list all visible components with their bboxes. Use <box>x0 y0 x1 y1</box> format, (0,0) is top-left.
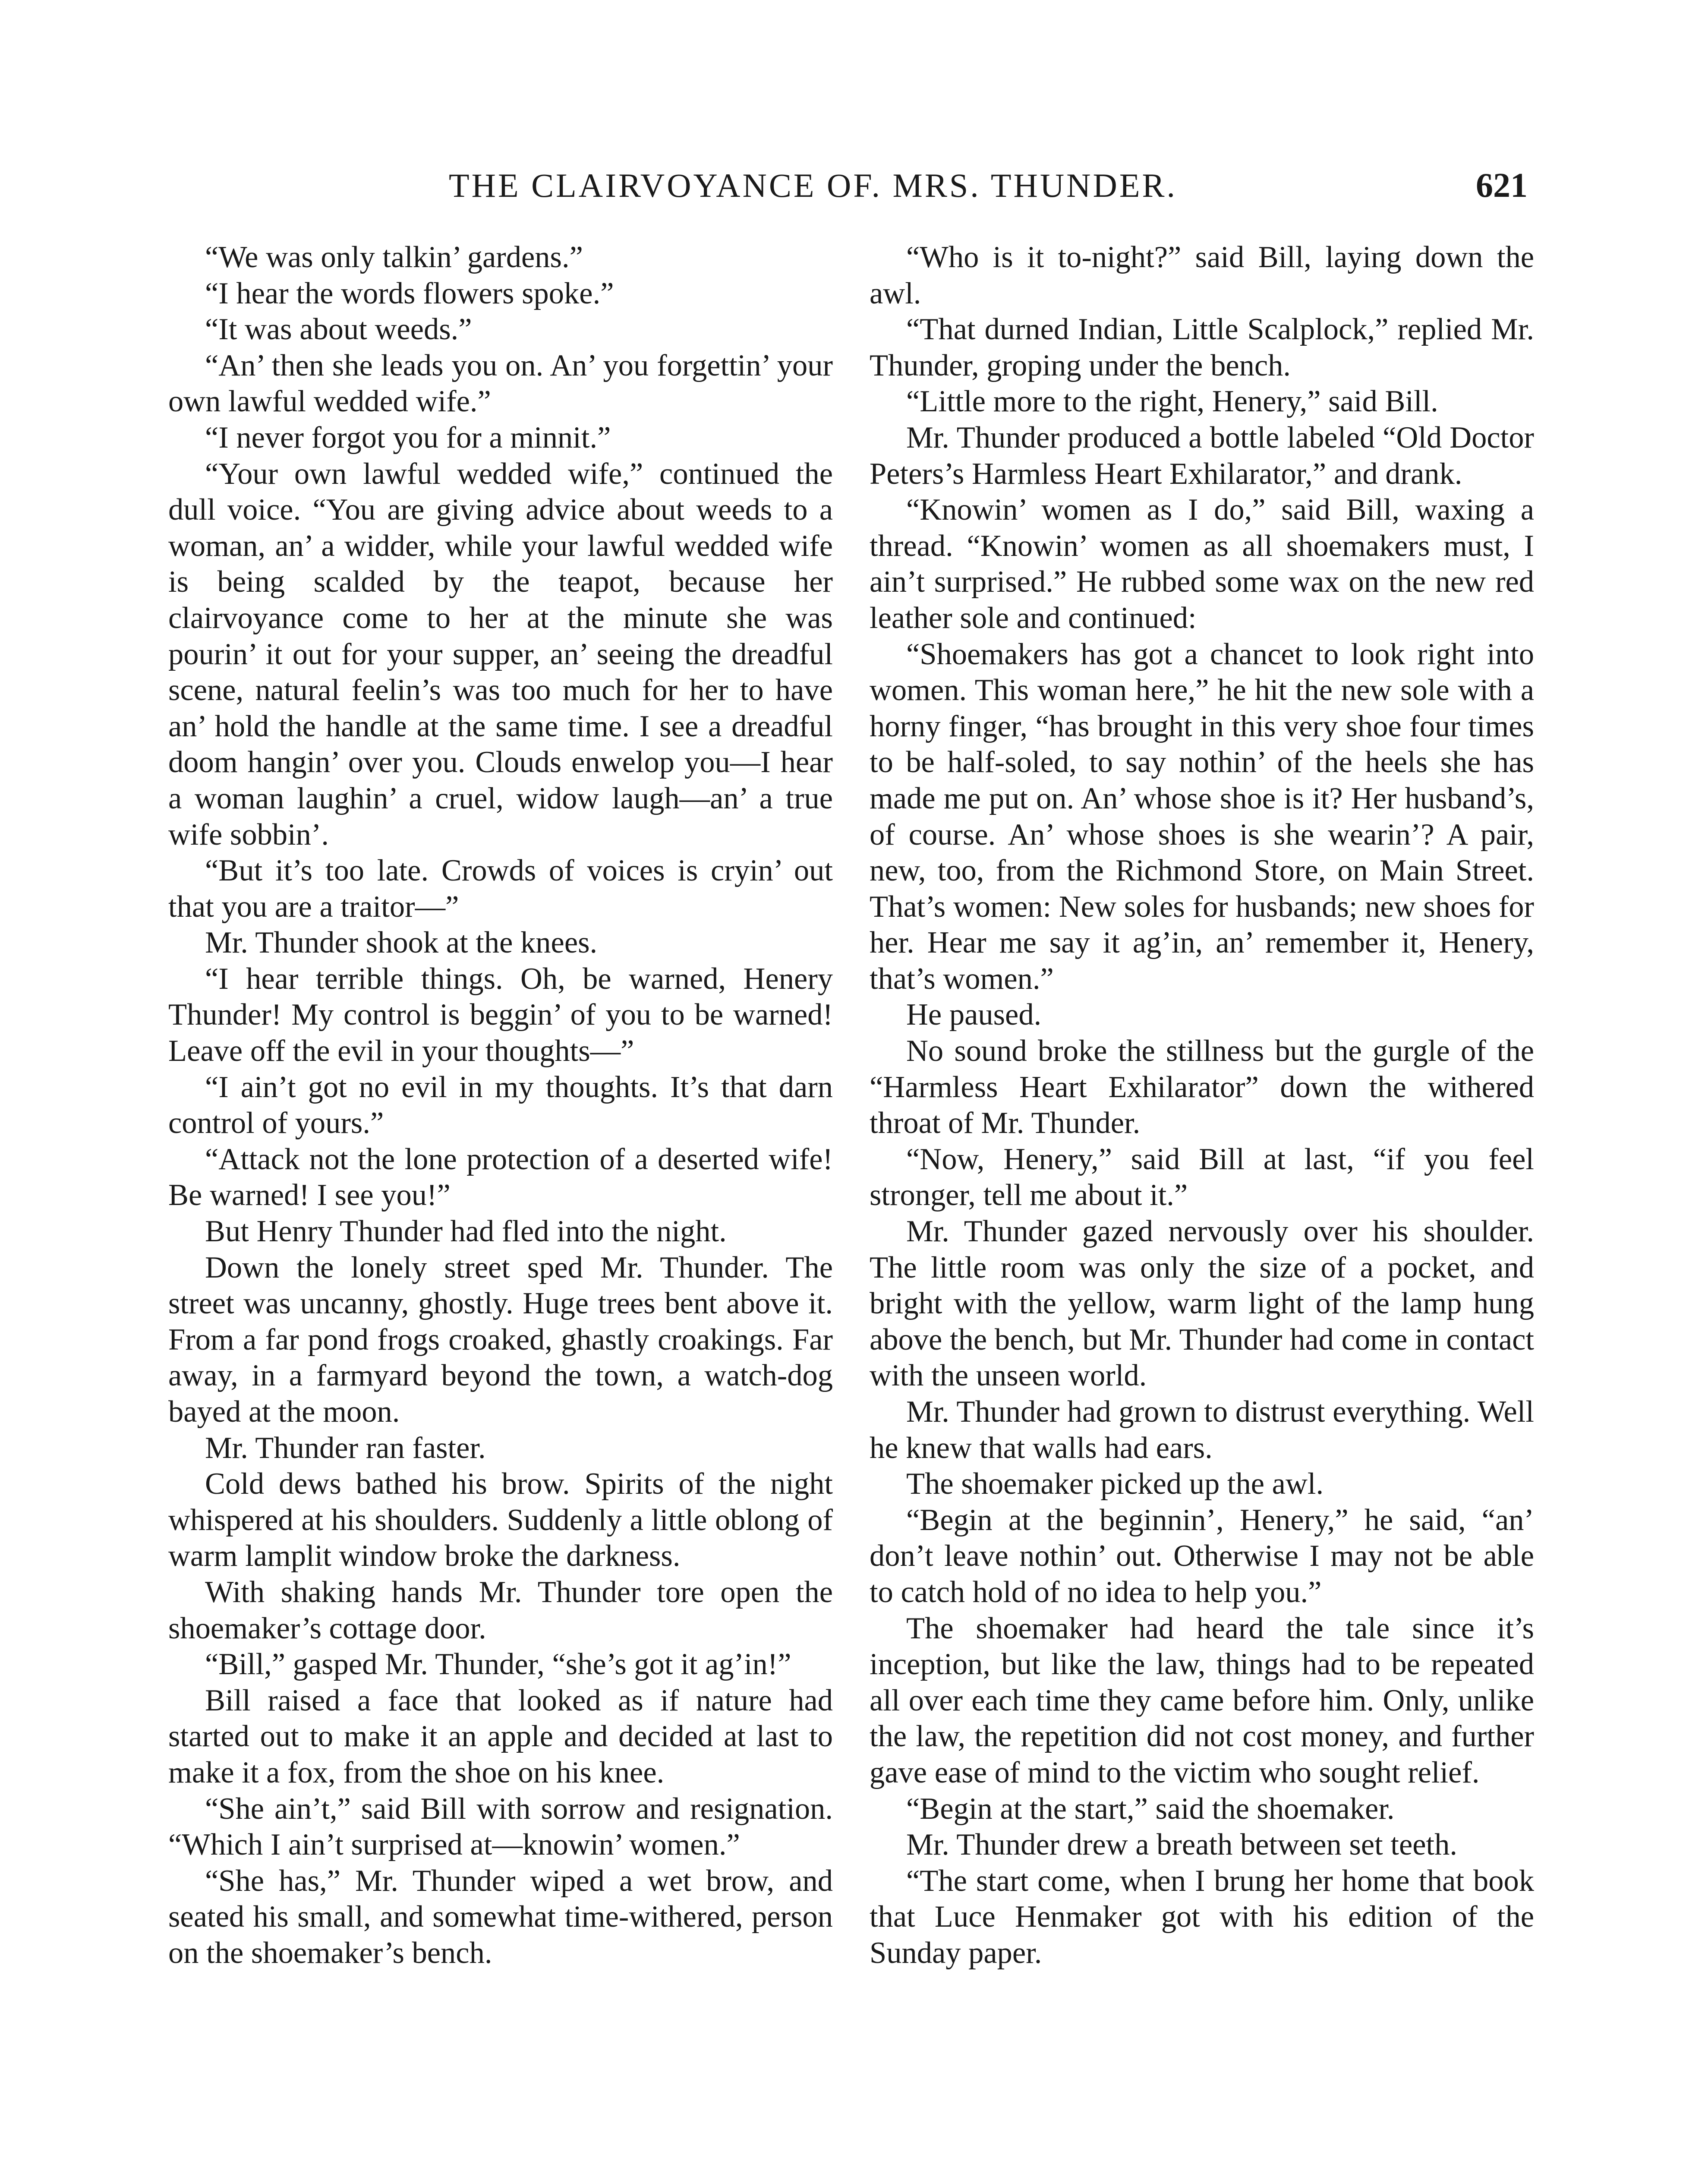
paragraph: “But it’s too late. Crowds of voices is cryin’ out that you are a traitor—” <box>168 854 833 924</box>
paragraph: “It was about weeds.” <box>205 312 472 347</box>
paragraph: “I ain’t got no evil in my thoughts. It’s that darn control of yours.” <box>168 1070 833 1140</box>
paragraph: With shaking hands Mr. Thunder tore open the shoemaker’s cottage door. <box>168 1575 833 1645</box>
page-number: 621 <box>1476 167 1528 205</box>
paragraph: Down the lonely street sped Mr. Thunder. The street was uncanny, ghostly. Huge trees bent above it. From a far pond frogs croaked, ghastly croakings. Far away, in a farmyard beyond the town, a watch-dog bayed at the moon. <box>168 1250 833 1429</box>
paragraph: “Who is it to-night?” said Bill, laying down the awl. <box>870 240 1534 310</box>
paragraph: “I hear terrible things. Oh, be warned, Henery Thunder! My control is beggin’ of you to be warned! Leave off the evil in your thoughts—” <box>168 962 833 1068</box>
paragraph: “Your own lawful wedded wife,” continued the dull voice. “You are giving advice about weeds to a woman, an’ a widder, while your lawful wedded wife is being scalded by the teapot, because her clairvoyance come to her at the minute she was pourin’ it out for your supper, an’ seeing the dreadful scene, natural feelin’s was too much for her to have an’ hold the handle at the same time. I see a dreadful doom hangin’ over you. Clouds enwelop you—I hear a woman laughin’ a cruel, widow laugh—an’ a true wife sobbin’. <box>168 457 833 852</box>
paragraph: He paused. <box>906 998 1042 1032</box>
page-header <box>168 160 1528 220</box>
paragraph: Bill raised a face that looked as if nature had started out to make it an apple and decided at last to make it a fox, from the shoe on his knee. <box>168 1683 833 1789</box>
paragraph: “Begin at the beginnin’, Henery,” he said, “an’ don’t leave nothin’ out. Otherwise I may not be able to catch hold of no idea to help you.” <box>870 1503 1534 1609</box>
paragraph: “I never forgot you for a minnit.” <box>205 420 611 454</box>
paragraph: Mr. Thunder gazed nervously over his shoulder. The little room was only the size of a pocket, and bright with the yellow, warm light of the lamp hung above the bench, but Mr. Thunder had come in contact with the unseen world. <box>870 1215 1534 1393</box>
paragraph: The shoemaker had heard the tale since it’s inception, but like the law, things had to be repeated all over each time they came before him. Only, unlike the law, the repetition did not cost money, and further gave ease of mind to the victim who sought relief. <box>870 1611 1534 1789</box>
paragraph: “I hear the words flowers spoke.” <box>205 276 614 310</box>
paragraph: No sound broke the stillness but the gurgle of the “Harmless Heart Exhilarator” down the withered throat of Mr. Thunder. <box>870 1034 1534 1140</box>
paragraph: “That durned Indian, Little Scalplock,” replied Mr. Thunder, groping under the bench. <box>870 312 1534 382</box>
running-title: THE CLAIRVOYANCE OF. MRS. THUNDER. <box>449 167 1177 204</box>
paragraph: “She ain’t,” said Bill with sorrow and resignation. “Which I ain’t surprised at—knowin’ women.” <box>168 1792 833 1862</box>
paragraph: “An’ then she leads you on. An’ you forgettin’ your own lawful wedded wife.” <box>168 348 833 419</box>
right-column <box>870 240 1534 1972</box>
paragraph: “Now, Henery,” said Bill at last, “if you feel stronger, tell me about it.” <box>870 1142 1534 1212</box>
paragraph: “The start come, when I brung her home that book that Luce Henmaker got with his edition of the Sunday paper. <box>870 1864 1534 1970</box>
paragraph: “She has,” Mr. Thunder wiped a wet brow, and seated his small, and somewhat time-withered, person on the shoemaker’s bench. <box>168 1864 833 1970</box>
paragraph: “Begin at the start,” said the shoemaker. <box>906 1792 1395 1826</box>
paragraph: Mr. Thunder shook at the knees. <box>205 926 598 960</box>
paragraph: The shoemaker picked up the awl. <box>906 1467 1324 1501</box>
paragraph: Mr. Thunder had grown to distrust everything. Well he knew that walls had ears. <box>870 1395 1534 1465</box>
paragraph: Mr. Thunder produced a bottle labeled “Old Doctor Peters’s Harmless Heart Exhilarator,” and drank. <box>870 420 1534 491</box>
paragraph: “Bill,” gasped Mr. Thunder, “she’s got it ag’in!” <box>205 1647 791 1682</box>
paragraph: Mr. Thunder drew a breath between set teeth. <box>906 1828 1458 1862</box>
paragraph: But Henry Thunder had fled into the night. <box>205 1215 727 1249</box>
paragraph: Mr. Thunder ran faster. <box>205 1431 486 1465</box>
paragraph: “We was only talkin’ gardens.” <box>205 240 583 274</box>
paragraph: “Shoemakers has got a chancet to look right into women. This woman here,” he hit the new sole with a horny finger, “has brought in this very shoe four times to be half-soled, to say nothin’ of the heels she has made me put on. An’ whose shoe is it? Her husband’s, of course. An’ whose shoes is she wearin’? A pair, new, too, from the Richmond Store, on Main Street. That’s women: New soles for husbands; new shoes for her. Hear me say it ag’in, an’ remember it, Henery, that’s women.” <box>870 637 1534 996</box>
paragraph: “Little more to the right, Henery,” said Bill. <box>906 385 1438 419</box>
paragraph: “Knowin’ women as I do,” said Bill, waxing a thread. “Knowin’ women as all shoemakers must, I ain’t surprised.” He rubbed some wax on the new red leather sole and continued: <box>870 493 1534 635</box>
paragraph: Cold dews bathed his brow. Spirits of the night whispered at his shoulders. Suddenly a little oblong of warm lamplit window broke the darkness. <box>168 1467 833 1573</box>
left-column <box>168 240 833 1972</box>
paragraph: “Attack not the lone protection of a deserted wife! Be warned! I see you!” <box>168 1142 833 1212</box>
